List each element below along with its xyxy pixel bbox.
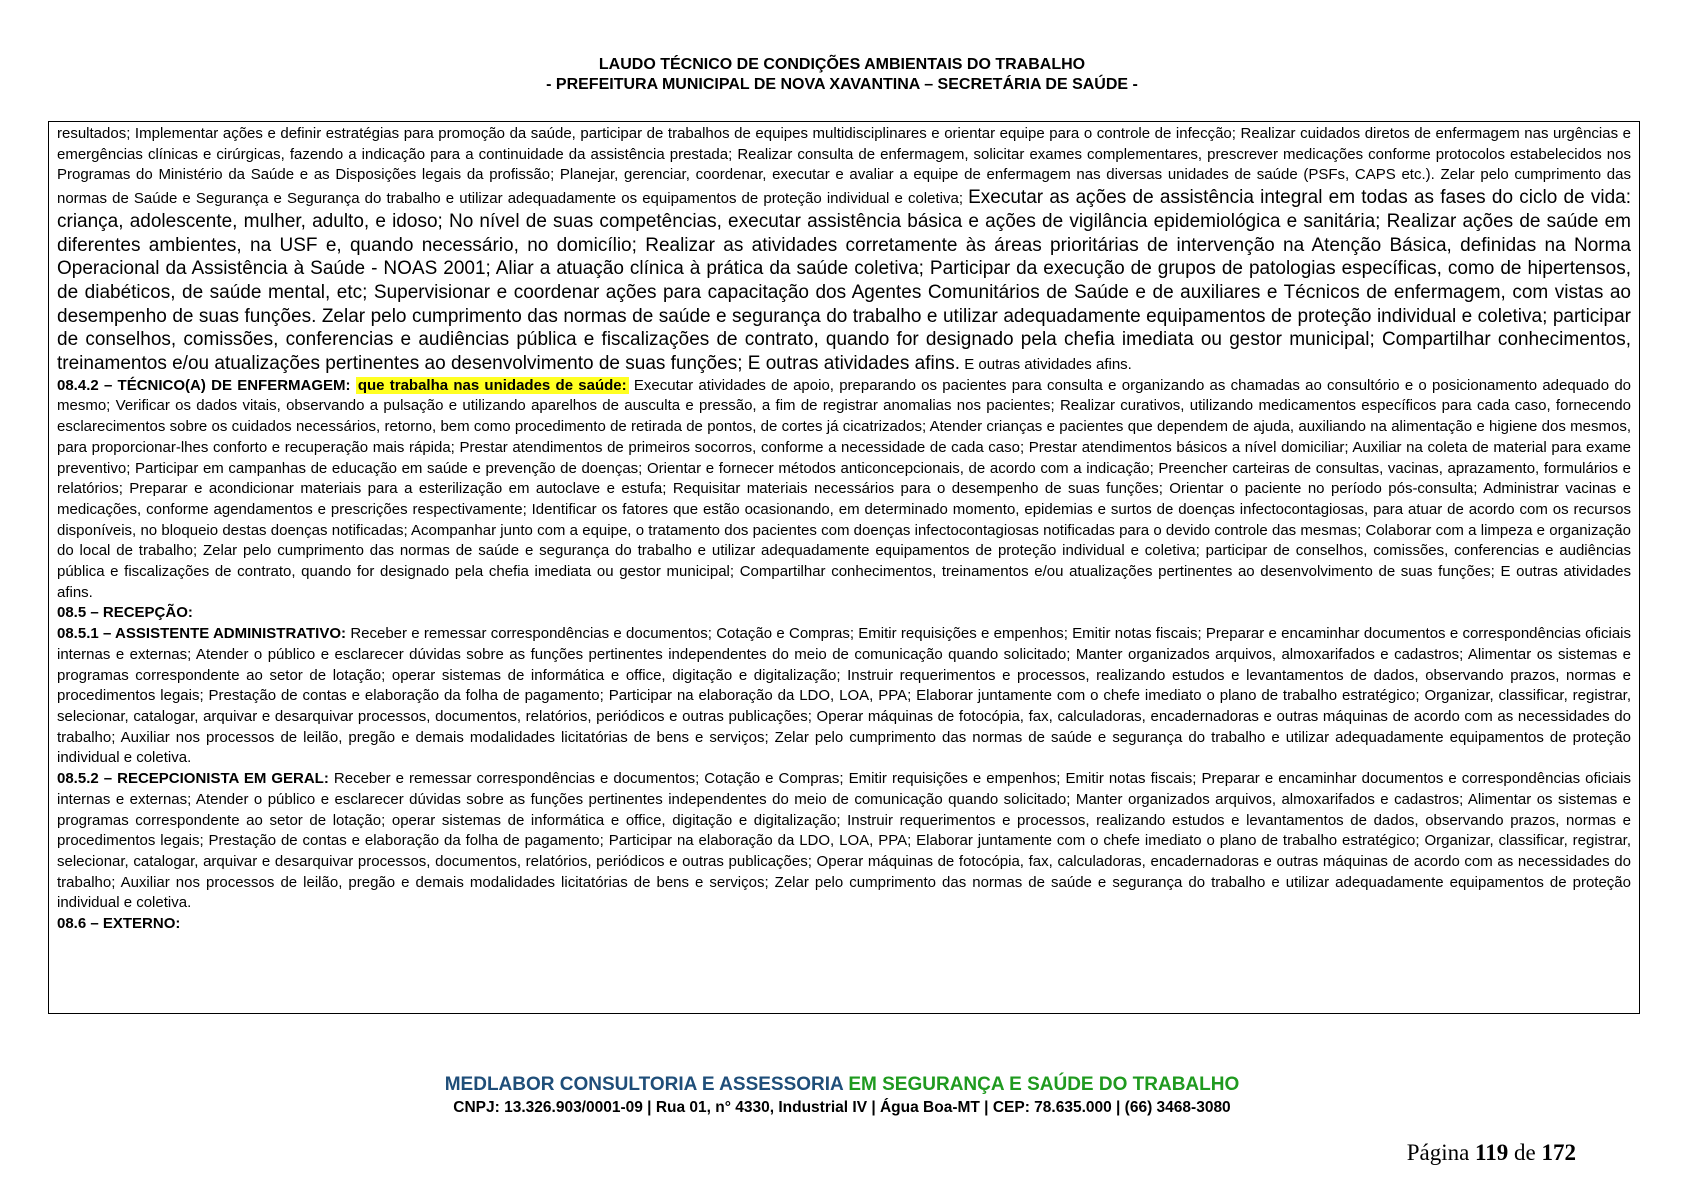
section-heading: 08.5.2 – RECEPCIONISTA EM GERAL: bbox=[57, 770, 329, 788]
highlighted-text: que trabalha nas unidades de saúde: bbox=[357, 376, 627, 394]
section-body: Receber e remessar correspondências e documentos; Cotação e Compras; Emitir requisições e empenhos; Emitir notas fiscais; Preparar e encaminhar documentos e correspondências oficiais internas e externas; Atender o público e esclarecer dúvidas sobre as funções pertinentes independentes do meio de comunicação quando solicitado; Manter organizados arquivos, almoxarifados e cadastros; Alimentar os sistemas e programas correspondente ao setor de lotação; operar sistemas de informática e office, digitação e digitalização; Instruir requerimentos e processos, realizando estudos e levantamentos de dados, observando prazos, normas e procedimentos legais; Prestação de contas e elaboração da folha de pagamento; Participar na elaboração da LDO, LOA, PPA; Elaborar juntamente com o chefe imediato o plano de trabalho estratégico; Organizar, classificar, registrar, selecionar, catalogar, arquivar e desarquivar processos, documentos, relatórios, periódicos e outras publicações; Operar máquinas de fotocópia, fax, calculadoras, encadernadoras e outras máquinas de acordo com as necessidades do trabalho; Auxiliar nos processos de leilão, pregão e demais modalidades licitatórias de bens e serviços; Zelar pelo cumprimento das normas de saúde e segurança do trabalho e utilizar adequadamente equipamentos de proteção individual e coletiva. bbox=[57, 770, 1632, 912]
intro-text-small: resultados; Implementar ações e definir estratégias para promoção da saúde, participar de trabalhos de equipes multidisciplinares e orientar equipe para o controle de infecção; Realizar cuidados diretos de enfermagem nas urgências e emergências clínicas e cirúrgicas, fazendo a indicação para a continuidade da assistência prestada; Realizar consulta de enfermagem, solicitar exames complementares, prescrever medicações conforme protocolos estabelecidos nos Programas do Ministério da Saúde e as Disposições legais da profissão; Planejar, gerenciar, coordenar, executar e avaliar a equipe de enfermagem nas diversas unidades de saúde (PSFs, CAPS etc.). Zelar pelo cumprimento das normas de Saúde e Segurança e Segurança do trabalho e utilizar adequadamente os equipamentos de proteção individual e coletiva; bbox=[57, 125, 1631, 208]
page-sep: de bbox=[1514, 1140, 1536, 1165]
section-heading: 08.4.2 – TÉCNICO(A) DE ENFERMAGEM: bbox=[57, 376, 351, 394]
section-externo-heading: 08.6 – EXTERNO: bbox=[57, 915, 181, 933]
section-recepcao-heading: 08.5 – RECEPÇÃO: bbox=[57, 604, 193, 622]
intro-text-large: Executar as ações de assistência integral em todas as fases do ciclo de vida: criança, adolescente, mulher, adulto, e idoso; No nível de suas competências, executar assistência básica e ações de vigilância epidemiológica e sanitária; Realizar ações de saúde em diferentes ambientes, na USF e, quando necessário, no domicílio; Realizar as atividades corretamente às áreas prioritárias de intervenção na Atenção Básica, definidas na Norma Operacional da Assistência à Saúde - NOAS 2001; Aliar a atuação clínica à prática da saúde coletiva; Participar da execução de grupos de patologias específicas, como de hipertensos, de diabéticos, de saúde mental, etc; Supervisionar e coordenar ações para capacitação dos Agentes Comunitários de Saúde e de auxiliares e Técnicos de enfermagem, com vistas ao desempenho de suas funções. Zelar pelo cumprimento das normas de saúde e segurança do trabalho e utilizar adequadamente equipamentos de proteção individual e coletiva; participar de conselhos, comissões, conferencias e audiências pública e fiscalizações de contrato, quando for designado pela chefia imediata ou gestor municipal; Compartilhar conhecimentos, treinamentos e/ou atualizações pertinentes ao desenvolvimento de suas funções; E outras atividades afins. bbox=[57, 187, 1631, 375]
page-total: 172 bbox=[1541, 1140, 1576, 1165]
document-subtitle: - PREFEITURA MUNICIPAL DE NOVA XAVANTINA – SECRETÁRIA DE SAÚDE - bbox=[546, 76, 1138, 93]
document-title: LAUDO TÉCNICO DE CONDIÇÕES AMBIENTAIS DO TRABALHO bbox=[598, 56, 1086, 73]
section-assistente-administrativo bbox=[57, 624, 1631, 769]
section-recepcionista bbox=[57, 769, 1631, 914]
company-name-green: EM SEGURANÇA E SAÚDE DO TRABALHO bbox=[848, 1074, 1240, 1095]
intro-text-tail: E outras atividades afins. bbox=[964, 356, 1132, 374]
company-name bbox=[0, 1073, 1684, 1097]
company-name-blue: MEDLABOR CONSULTORIA E ASSESSORIA bbox=[444, 1074, 844, 1095]
page-current: 119 bbox=[1475, 1140, 1509, 1165]
content-box bbox=[48, 121, 1640, 1014]
document-header bbox=[0, 55, 1684, 95]
section-heading: 08.5.1 – ASSISTENTE ADMINISTRATIVO: bbox=[57, 625, 347, 643]
document-footer bbox=[0, 1073, 1684, 1119]
company-contact: CNPJ: 13.326.903/0001-09 | Rua 01, n° 4330, Industrial IV | Água Boa-MT | CEP: 78.635.000 | (66) 3468-3080 bbox=[453, 1099, 1231, 1116]
intro-paragraph bbox=[57, 124, 1631, 376]
section-tecnico-enfermagem bbox=[57, 376, 1631, 604]
page-number bbox=[1407, 1140, 1576, 1166]
page-label: Página bbox=[1406, 1140, 1470, 1165]
section-body: Receber e remessar correspondências e documentos; Cotação e Compras; Emitir requisições e empenhos; Emitir notas fiscais; Preparar e encaminhar documentos e correspondências oficiais internas e externas; Atender o público e esclarecer dúvidas sobre as funções pertinentes independentes do meio de comunicação quando solicitado; Manter organizados arquivos, almoxarifados e cadastros; Alimentar os sistemas e programas correspondente ao setor de lotação; operar sistemas de informática e office, digitação e digitalização; Instruir requerimentos e processos, realizando estudos e levantamentos de dados, observando prazos, normas e procedimentos legais; Prestação de contas e elaboração da folha de pagamento; Participar na elaboração da LDO, LOA, PPA; Elaborar juntamente com o chefe imediato o plano de trabalho estratégico; Organizar, classificar, registrar, selecionar, catalogar, arquivar e desarquivar processos, documentos, relatórios, periódicos e outras publicações; Operar máquinas de fotocópia, fax, calculadoras, encadernadoras e outras máquinas de acordo com as necessidades do trabalho; Auxiliar nos processos de leilão, pregão e demais modalidades licitatórias de bens e serviços; Zelar pelo cumprimento das normas de saúde e segurança do trabalho e utilizar adequadamente equipamentos de proteção individual e coletiva. bbox=[57, 625, 1631, 767]
section-body: Executar atividades de apoio, preparando os pacientes para consulta e organizando as chamadas ao consultório e o posicionamento adequado do mesmo; Verificar os dados vitais, observando a pulsação e utilizando aparelhos de ausculta e pressão, a fim de registrar anomalias nos pacientes; Realizar curativos, utilizando medicamentos específicos para cada caso, fornecendo esclarecimentos sobre os cuidados necessários, retorno, bem como procedimento de retirada de pontos, de cortes já cicatrizados; Atender crianças e pacientes que dependem de ajuda, auxiliando na alimentação e higiene dos mesmos, para proporcionar-lhes conforto e recuperação mais rápida; Prestar atendimentos de primeiros socorros, conforme a necessidade de cada caso; Prestar atendimentos básicos a nível domiciliar; Auxiliar na coleta de material para exame preventivo; Participar em campanhas de educação em saúde e prevenção de doenças; Orientar e fornecer métodos anticoncepcionais, de acordo com a indicação; Preencher carteiras de consultas, vacinas, aprazamento, formulários e relatórios; Preparar e acondicionar materiais para a esterilização em autoclave e estufa; Requisitar materiais necessários para o desempenho de suas funções; Orientar o paciente no período pós-consulta; Administrar vacinas e medicações, conforme agendamentos e prescrições respectivamente; Identificar os fatores que estão ocasionando, em determinado momento, epidemias e surtos de doenças infectocontagiosas, para atuar de acordo com os recursos disponíveis, no bloqueio destas doenças notificadas; Acompanhar junto com a equipe, o tratamento dos pacientes com doenças infectocontagiosas notificadas para o devido controle das mesmas; Colaborar com a limpeza e organização do local de trabalho; Zelar pelo cumprimento das normas de saúde e segurança do trabalho e utilizar adequadamente equipamentos de proteção individual e coletiva; participar de conselhos, comissões, conferencias e audiências pública e fiscalizações de contrato, quando for designado pela chefia imediata ou gestor municipal; Compartilhar conhecimentos, treinamentos e/ou atualizações pertinentes ao desenvolvimento de suas funções; E outras atividades afins. bbox=[57, 376, 1632, 601]
